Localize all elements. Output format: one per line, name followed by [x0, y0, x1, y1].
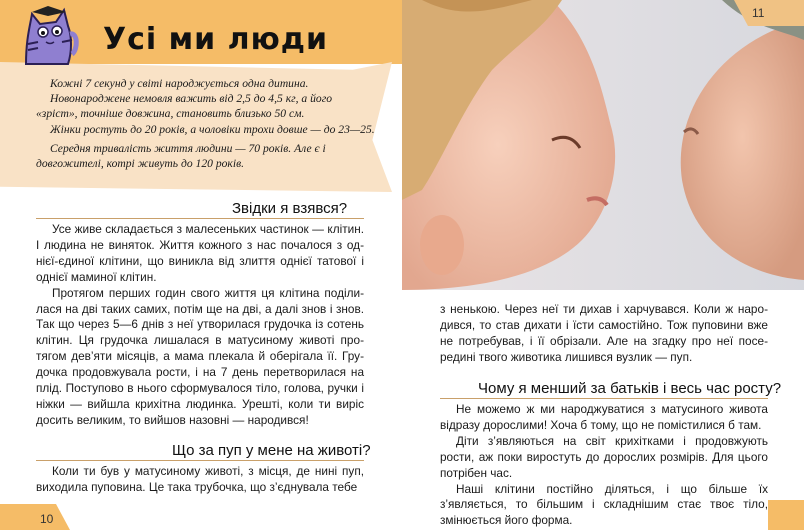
section-body-where-from — [36, 222, 364, 429]
page-corner-decoration — [0, 504, 70, 530]
paragraph: Наші клітини постійно діляться, і що більше їх з’являється, то більшим і складнішим стає твоє тіло, змінюється його форма. — [440, 481, 768, 528]
paragraph: Не можемо ж ми народжуватися з матусиного живота відразу дорослими! Хоча б тому, що не помістилися б там. — [440, 402, 768, 432]
section-body-navel-continued — [440, 302, 768, 366]
heading-underline — [440, 398, 768, 399]
paragraph: з ненькою. Через неї ти дихав і харчувався. Коли ж народився, то став дихати і їсти самостійно. Тож пуповини вже не потребував, і її обрізали. Але на згадку про неї посередині твого животика лишився вузлик — пуп. — [440, 302, 768, 364]
fact-item: Кожні 7 секунд у світі народжується одна дитина. — [50, 77, 309, 90]
page-title: Усі ми люди — [103, 22, 329, 57]
fact-item: Жінки ростуть до 20 років, а чоловіки трохи довше — до 23—25. — [50, 122, 375, 136]
heading-underline — [36, 460, 364, 461]
section-heading-growth: Чому я менший за батьків і весь час росту? — [478, 380, 782, 397]
paragraph: Діти з’являються на світ крихітками і продовжують рости, аж поки виростуть до дорослих розмірів. Для цього потрібен час. — [440, 433, 768, 480]
cat-mascot-icon — [18, 4, 80, 66]
section-heading-where-from: Звідки я взявся? — [232, 200, 348, 217]
heading-underline — [36, 218, 364, 219]
section-heading-navel: Що за пуп у мене на животі? — [172, 442, 371, 459]
paragraph: Усе живе складається з малесеньких частинок — клітин. І людина не виняток. Життя кожного з нас почалося з однієї-єдиної клітини, що виникла від злиття однієї татової і однієї маминої клітин. — [36, 222, 364, 284]
page-number-right: 11 — [752, 6, 765, 20]
paragraph: Коли ти був у матусиному животі, з місця, де нині пуп, виходила пуповина. Це така трубочка, що з’єднувала тебе — [36, 464, 364, 494]
page-corner-decoration — [768, 500, 804, 530]
fact-item: Середня тривалість життя людини — 70 років. Але є і довгожителі, котрі живуть до 120 років. — [36, 141, 326, 171]
facts-block — [36, 76, 376, 171]
section-body-growth — [440, 402, 768, 529]
section-body-navel — [36, 464, 364, 496]
photo-child-and-belly — [402, 0, 804, 290]
fact-item: Новонароджене немовля важить від 2,5 до 4,5 кг, а його «зріст», точніше довжина, становить близько 50 см. — [36, 92, 333, 121]
paragraph: Протягом перших годин свого життя ця клітина поділилася на дві таких самих, потім ще на дві, а далі знов і знов. Так що через 5—6 днів з неї утворилася грудочка із сотень клітин. Ця грудочка лишалася в матусиному животі протягом дев’яти місяців, а мама плекала й оберігала її. Грудочка продовжувала рости, і на 7 день перетворилася на плід. Поступово в нього сформувалося тіло, голова, ручки і ніжки — вийшла крихітна людинка. Урешті, коли ти виріс досить великим, то вийшов назовні — народився! — [36, 285, 364, 427]
page-number-left: 10 — [40, 512, 54, 526]
